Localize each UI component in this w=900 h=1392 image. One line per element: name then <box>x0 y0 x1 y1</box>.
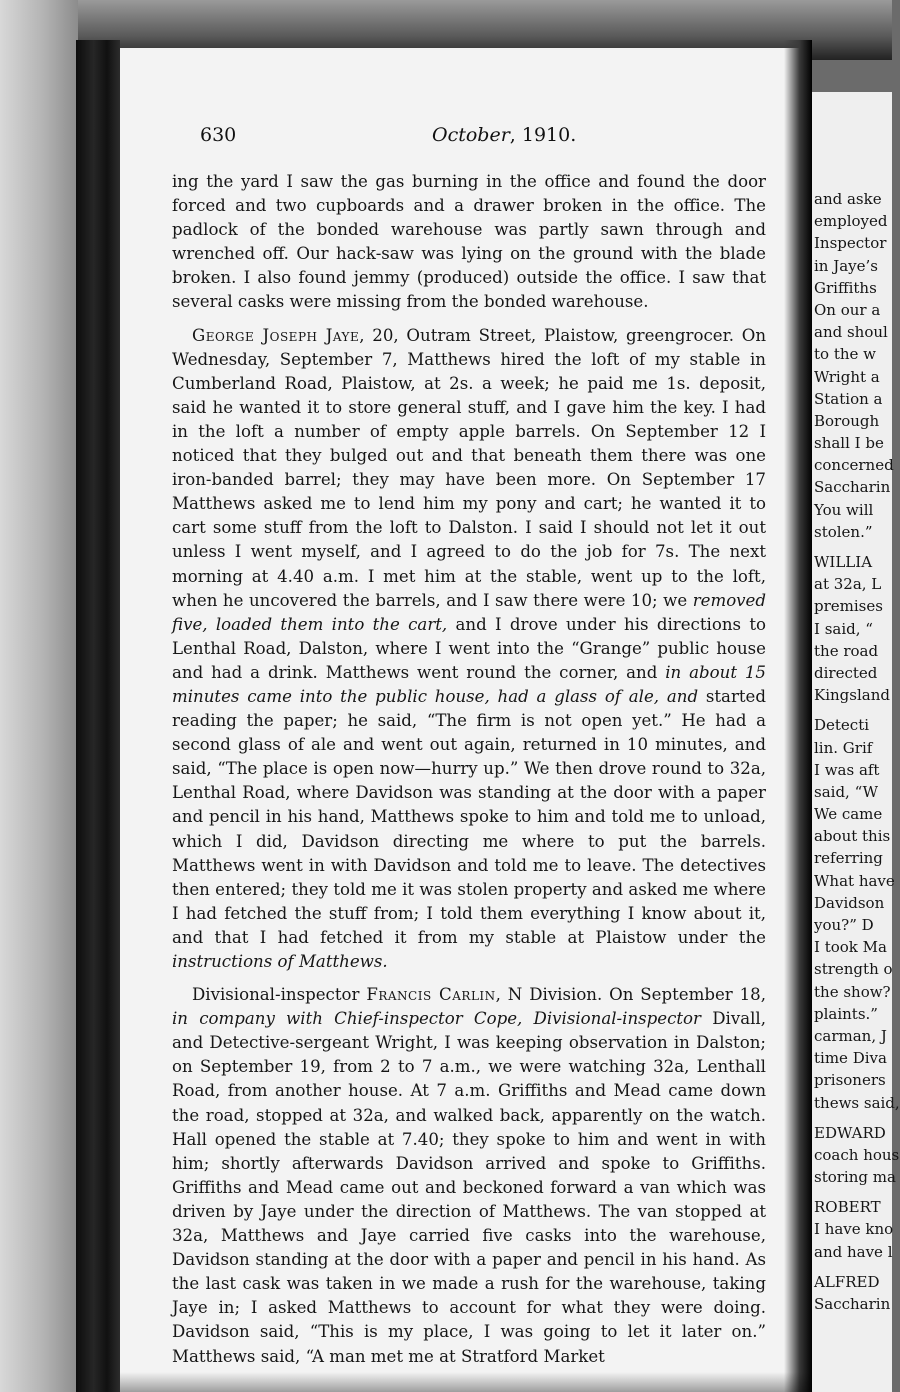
right-column-line: I have kno <box>814 1220 894 1239</box>
right-column-line: shall I be <box>814 434 884 453</box>
paragraph-2-text-e: started reading the paper; he said, “The firm is not open yet.” He had a second glass of ale and went out again, returned in 10 minutes, and said, “The place is open now—hurry up.” We then drove round to 32a, Lenthal Road, where Davidson was standing at the door with a paper and pencil in his hand, Matthews spoke to him and told me to unload, which I did, Davidson directing me where to put the barrels. Matthews went in with Davidson and told me to leave. The detectives then entered; they told me it was stolen property and asked me where I had fetched the stuff from; I told them everything I know about it, and that I had fetched it from my stable at Plaistow under the <box>172 686 766 947</box>
right-column-line: prisoners <box>814 1071 886 1090</box>
right-column-line: you?” D <box>814 916 874 934</box>
page-bottom-shadow <box>120 1372 810 1392</box>
running-title-year: , 1910. <box>509 124 577 146</box>
running-header <box>200 124 760 158</box>
witness-name-carlin: Francis Carlin <box>366 985 496 1005</box>
right-page-fragment-column <box>814 188 900 1313</box>
right-column-line: coach hous <box>814 1145 900 1164</box>
right-column-line: Davidson <box>814 893 885 912</box>
right-column-gap <box>814 1114 892 1122</box>
right-column-line: to the w <box>814 345 876 364</box>
right-column-line: Kingsland <box>814 686 890 705</box>
paragraph-3-italic-b: in company with Chief-inspector Cope, Divisional-inspector <box>172 1009 701 1029</box>
right-column-line: concerned <box>814 456 894 475</box>
right-column-line: and aske <box>814 190 882 208</box>
right-column-gap <box>814 706 892 714</box>
right-column-line: time Diva <box>814 1049 887 1068</box>
book-gutter <box>784 40 812 1392</box>
paragraph-1 <box>172 170 766 315</box>
right-column-line: Saccharin <box>814 1295 891 1313</box>
paragraph-2-text-c: and I drove under his directions to Lenthal Road, Dalston, where I went into the “Grange” public house and had a drink. Matthews went round the corner, and <box>172 614 767 682</box>
right-column-line: I said, “ <box>814 619 873 638</box>
right-column-line: Inspector <box>814 234 887 253</box>
right-column-line: Griffiths <box>814 278 877 297</box>
right-column-line: employed <box>814 212 888 231</box>
right-column-gap <box>814 1188 892 1196</box>
right-column-line: strength o <box>814 960 893 979</box>
witness-name-jaye: George Joseph Jaye <box>192 325 360 345</box>
right-column-line: I was aft <box>814 760 880 779</box>
right-column-line: and shoul <box>814 323 888 342</box>
right-column-gap <box>814 1263 892 1271</box>
paragraph-3-role: Divisional-inspector <box>192 985 367 1005</box>
right-column-line: lin. Grif <box>814 738 873 757</box>
right-column-line: What have <box>814 871 895 890</box>
right-column-line: stolen.” <box>814 522 873 541</box>
running-title-month: October <box>432 124 510 146</box>
running-title <box>432 124 576 146</box>
right-column-line: carman, J <box>814 1026 887 1045</box>
right-column-line: in Jaye’s <box>814 256 878 275</box>
page-number: 630 <box>200 124 237 146</box>
right-column-line: at 32a, L <box>814 575 882 594</box>
paragraph-3 <box>172 983 766 1369</box>
right-column-line: On our a <box>814 300 881 319</box>
right-column-line: Station a <box>814 389 883 408</box>
right-column-line: about this <box>814 827 891 846</box>
right-column-line: ROBERT <box>814 1198 881 1217</box>
right-column-line: directed <box>814 663 878 682</box>
right-column-line: Borough <box>814 411 880 430</box>
right-column-line: I took Ma <box>814 938 887 957</box>
paragraph-2-text-a: , 20, Outram Street, Plaistow, greengrocer. On Wednesday, September 7, Matthews hired the loft of my stable in Cumberland Road, Plaistow, at 2s. a week; he paid me 1s. deposit, said he wanted it to store general stuff, and I gave him the key. I had in the loft a number of empty apple barrels. On September 12 I noticed that they bulged out and that beneath them there was one iron-banded barrel; they may have been more. On September 17 Matthews asked me to lend him my pony and cart; he wanted it to cart some stuff from the loft to Dalston. I said I should not let it out unless I went myself, and I agreed to do the job for 7s. The next morning at 4.40 a.m. I met him at the stable, went up to the loft, when he uncovered the barrels, and I saw there were 10; we <box>172 325 767 610</box>
paragraph-2-italic-f: instructions of Matthews. <box>172 952 388 971</box>
right-column-line: ALFRED <box>814 1272 880 1291</box>
paragraph-3-text-a: , N Division. On September 18, <box>495 985 766 1005</box>
paragraph-2-italic-b: removed five, loaded them into the cart, <box>172 590 766 634</box>
right-column-line: WILLIA <box>814 553 873 571</box>
right-column-line: Detecti <box>814 716 870 735</box>
paragraph-2 <box>172 324 766 975</box>
right-column-line: You will <box>814 500 874 519</box>
right-column-line: said, “W <box>814 782 879 801</box>
right-column-line: premises <box>814 597 883 616</box>
book-spine <box>76 40 120 1392</box>
scan-margin-left <box>0 0 78 1392</box>
right-column-line: the show? <box>814 982 891 1001</box>
right-column-line: referring <box>814 849 883 868</box>
right-column-gap <box>814 543 892 551</box>
right-column-line: storing ma <box>814 1168 896 1187</box>
main-text-column <box>172 170 766 1369</box>
right-column-line: thews said, <box>814 1093 900 1112</box>
right-column-line: plaints.” <box>814 1004 878 1023</box>
right-column-line: We came <box>814 805 883 824</box>
right-column-line: Wright a <box>814 367 880 386</box>
right-column-line: Saccharin <box>814 478 891 497</box>
right-column-line: and have l <box>814 1242 893 1261</box>
paragraph-1-text: ing the yard I saw the gas burning in the office and found the door forced and two cupboards and a drawer broken in the office. The padlock of the bonded warehouse was partly sawn through and wrenched off. Our hack-saw was lying on the ground with the blade broken. I also found jemmy (produced) outside the office. I saw that several casks were missing from the bonded warehouse. <box>172 172 766 312</box>
paragraph-2-italic-d: in about 15 minutes came into the public house, had a glass of ale, and <box>172 662 766 706</box>
right-column-line: EDWARD <box>814 1123 886 1142</box>
paragraph-3-text-c: Divall, and Detective-sergeant Wright, I was keeping observation in Dalston; on September 19, from 2 to 7 a.m., we were watching 32a, Lenthall Road, from another house. At 7 a.m. Griffiths and Mead came down the road, stopped at 32a, and walked back, apparently on the watch. Hall opened the stable at 7.40; they spoke to him and went in with him; shortly afterwards Davidson arrived and spoke to Griffiths. Griffiths and Mead came out and beckoned forward a van which was driven by Jaye under the direction of Matthews. The van stopped at 32a, Matthews and Jaye carried five casks into the warehouse, Davidson standing at the door with a paper and pencil in his hand. As the last cask was taken in we made a rush for the warehouse, taking Jaye in; I asked Matthews to account for what they were doing. Davidson said, “This is my place, I was going to let it later on.” Matthews said, “A man met me at Stratford Market <box>172 1009 766 1366</box>
right-column-line: the road <box>814 641 879 660</box>
